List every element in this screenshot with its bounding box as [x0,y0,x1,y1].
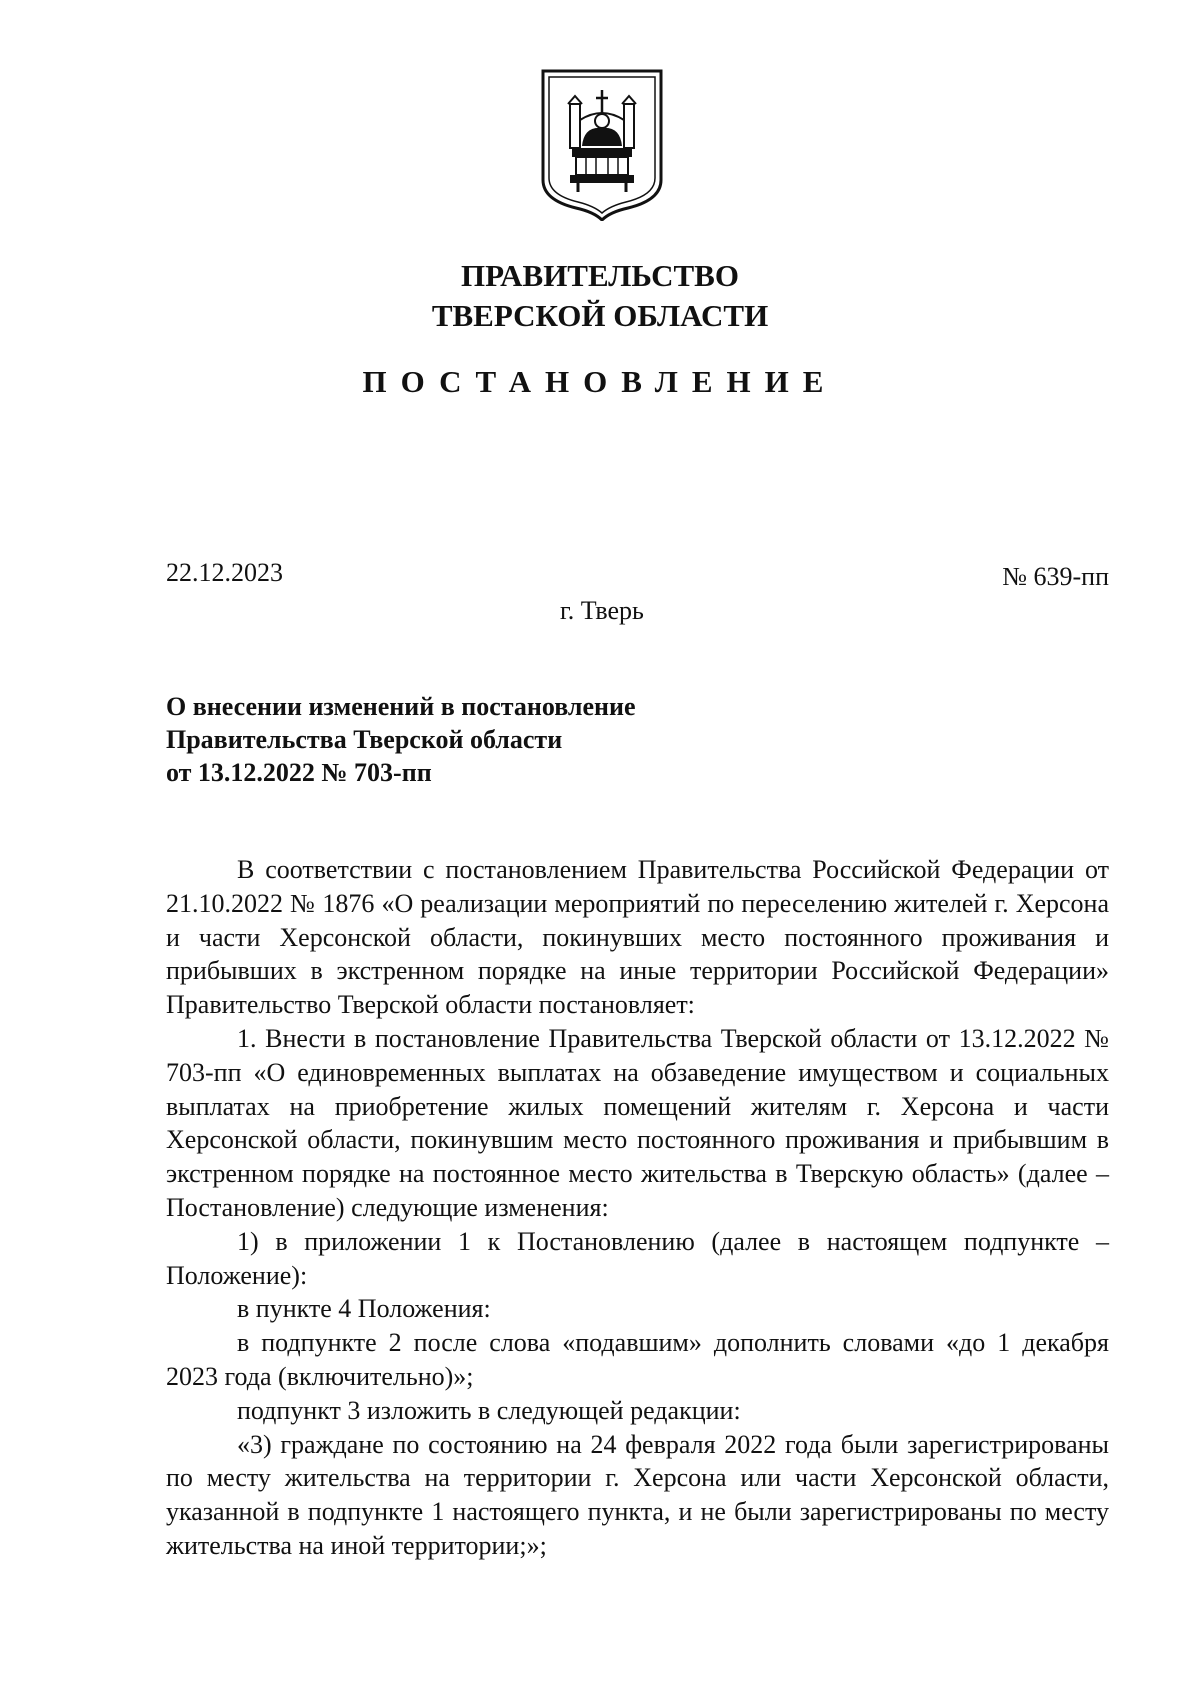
document-type-title: ПОСТАНОВЛЕНИЕ [362,364,838,399]
body-paragraph: В соответствии с постановлением Правительства Российской Федерации от 21.10.2022 № 1876 «О реализации мероприятий по переселению жителей г. Херсона и части Херсонской области, покинувших место постоянного проживания и прибывших в экстренном порядке на иные территории Российской Федерации» Правительство Тверской области постановляет: [166,855,1109,1020]
body-paragraph: в пункте 4 Положения: [237,1294,491,1324]
subject-line-3: от 13.12.2022 № 703-пп [166,758,432,787]
document-city: г. Тверь [560,596,644,625]
organization-line-2: ТВЕРСКОЙ ОБЛАСТИ [431,298,769,333]
document-date: 22.12.2023 [166,558,283,587]
subject-line-2: Правительства Тверской области [166,725,563,754]
document-body [166,853,1109,1563]
subject-line-1: О внесении изменений в постановление [166,692,636,721]
body-paragraph: «3) граждане по состоянию на 24 февраля 2022 года были зарегистрированы по месту жительства на территории г. Херсона или части Херсонской области, указанной в подпункте 1 настоящего пункта, и не были зарегистрированы по месту жительства на иной территории;»; [166,1429,1109,1560]
body-paragraph: подпункт 3 изложить в следующей редакции: [237,1395,741,1425]
organization-line-1: ПРАВИТЕЛЬСТВО [461,258,739,293]
document-subject [166,690,766,789]
body-paragraph: 1) в приложении 1 к Постановлению (далее в настоящем подпункте – Положение): [166,1226,1109,1290]
document-number: № 639-пп [1002,562,1109,591]
coat-of-arms-emblem [540,68,664,221]
body-paragraph: в подпункте 2 после слова «подавшим» дополнить словами «до 1 декабря 2023 года (включительно)»; [166,1328,1109,1391]
body-paragraph: 1. Внести в постановление Правительства Тверской области от 13.12.2022 № 703-пп «О единовременных выплатах на обзаведение имуществом и социальных выплатах на приобретение жилых помещений жителям г. Херсона и части Херсонской области, покинувшим место постоянного проживания и прибывшим в экстренном порядке на постоянное место жительства в Тверскую область» (далее – Постановление) следующие изменения: [166,1023,1109,1222]
organization-name [0,256,1200,336]
